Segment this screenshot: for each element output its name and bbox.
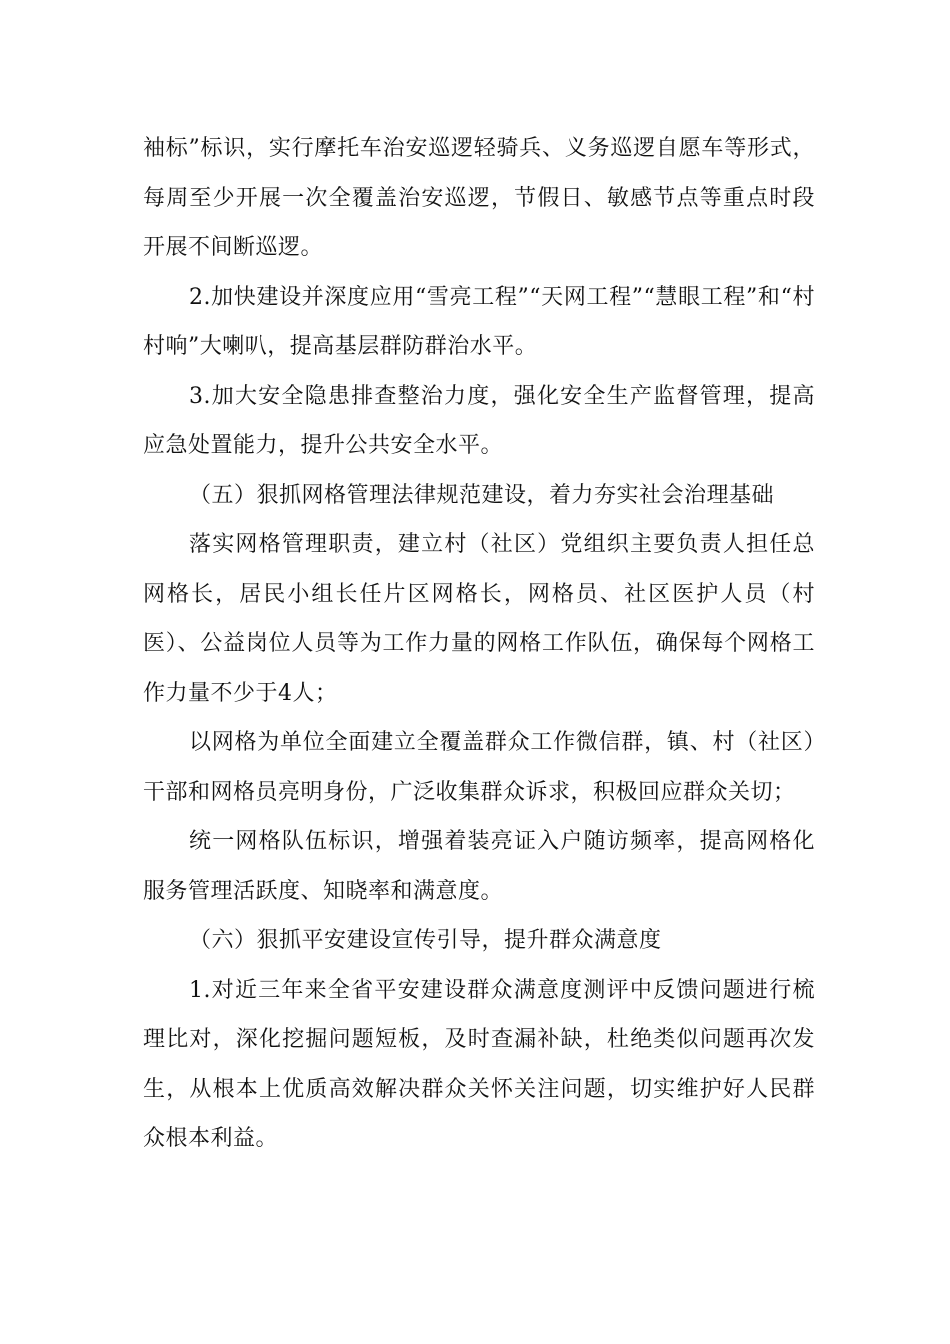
paragraph-item-3-safety: 3.加大安全隐患排查整治力度，强化安全生产监督管理，提高应急处置能力，提升公共安全水平。 — [143, 383, 815, 458]
paragraph-grid-identity: 统一网格队伍标识，增强着装亮证入户随访频率，提高网格化服务管理活跃度、知晓率和满意度。 — [143, 829, 815, 904]
paragraph-item-2-surveillance: 2.加快建设并深度应用“雪亮工程”“天网工程”“慧眼工程”和“村村响”大喇叭，提高基层群防群治水平。 — [143, 284, 815, 359]
paragraph-patrol-continuation: 袖标”标识，实行摩托车治安巡逻轻骑兵、义务巡逻自愿车等形式，每周至少开展一次全覆盖治安巡逻，节假日、敏感节点等重点时段开展不间断巡逻。 — [143, 136, 815, 260]
paragraph-item-1-satisfaction: 1.对近三年来全省平安建设群众满意度测评中反馈问题进行梳理比对，深化挖掘问题短板，及时查漏补缺，杜绝类似问题再次发生，从根本上优质高效解决群众关怀关注问题，切实维护好人民群众根本利益。 — [143, 977, 815, 1151]
section-heading-5: （五）狠抓网格管理法律规范建设，着力夯实社会治理基础 — [189, 482, 775, 508]
paragraph-grid-duties: 落实网格管理职责，建立村（社区）党组织主要负责人担任总网格长，居民小组长任片区网格长，网格员、社区医护人员（村医）、公益岗位人员等为工作力量的网格工作队伍，确保每个网格工作力量不少于4人； — [143, 532, 815, 706]
section-heading-6: （六）狠抓平安建设宣传引导，提升群众满意度 — [189, 928, 662, 953]
paragraph-wechat-groups: 以网格为单位全面建立全覆盖群众工作微信群，镇、村（社区）干部和网格员亮明身份，广泛收集群众诉求，积极回应群众关切； — [143, 730, 815, 805]
document-body — [143, 124, 815, 1164]
